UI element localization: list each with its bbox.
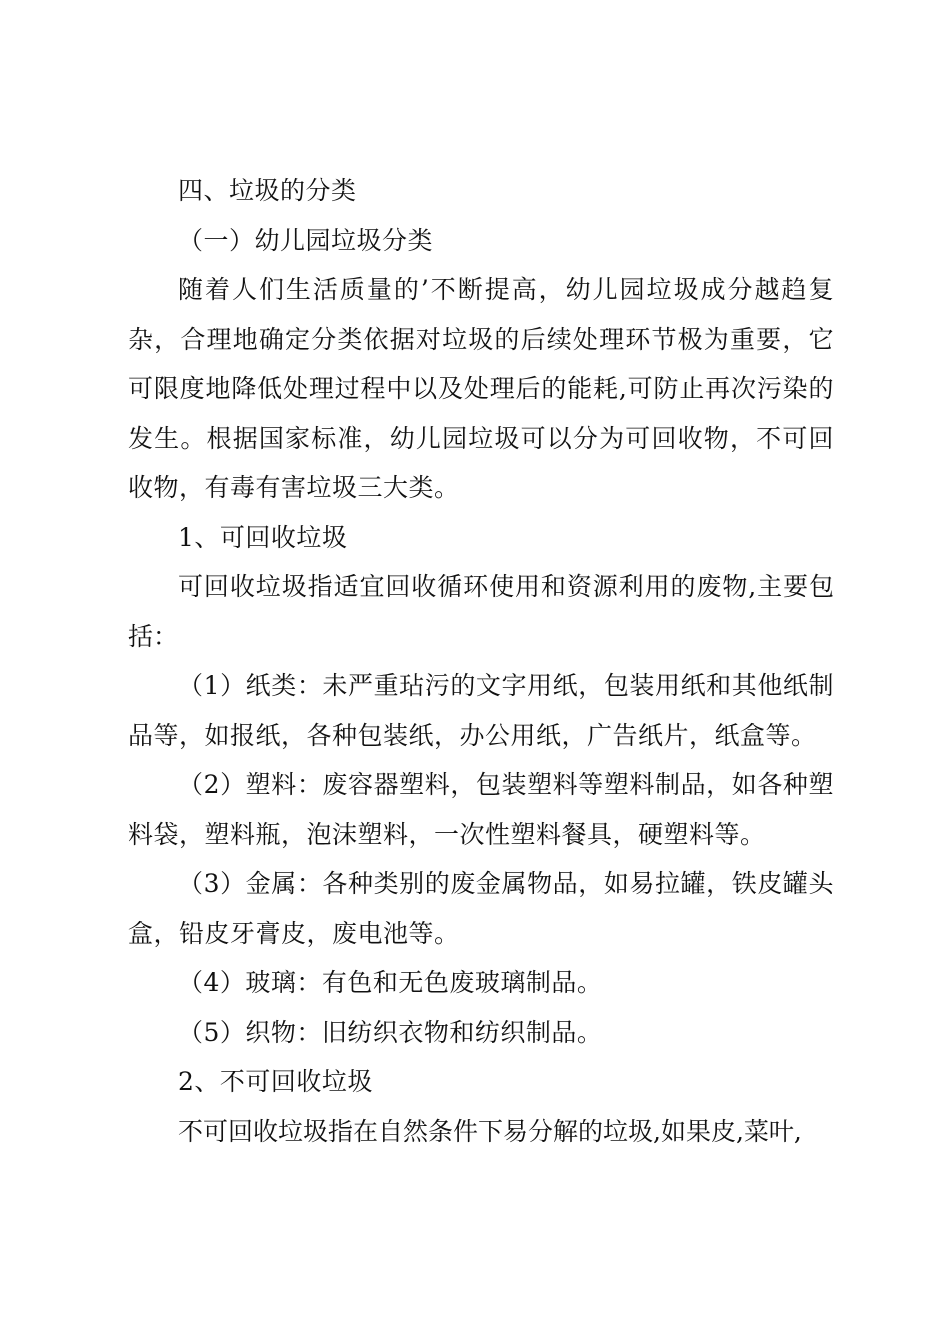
glass-item: （4）玻璃：有色和无色废玻璃制品。 — [178, 968, 603, 997]
metal-item: （3）金属：各种类别的废金属物品，如易拉罐，铁皮罐头盒，铅皮牙膏皮，废电池等。 — [128, 869, 834, 948]
section-heading: 四、垃圾的分类 — [178, 176, 357, 205]
plastic-item: （2）塑料：废容器塑料，包装塑料等塑料制品，如各种塑料袋，塑料瓶，泡沫塑料，一次性塑料餐具，硬塑料等。 — [128, 770, 834, 849]
intro-paragraph: 随着人们生活质量的’不断提高，幼儿园垃圾成分越趋复杂，合理地确定分类依据对垃圾的后续处理环节极为重要，它可限度地降低处理过程中以及处理后的能耗,可防止再次污染的发生。根据国家标准，幼儿园垃圾可以分为可回收物，不可回收物，有毒有害垃圾三大类。 — [128, 275, 834, 502]
paper-item: （1）纸类：未严重玷污的文字用纸，包装用纸和其他纸制品等，如报纸，各种包装纸，办公用纸，广告纸片，纸盒等。 — [128, 671, 834, 750]
recyclable-definition: 可回收垃圾指适宜回收循环使用和资源利用的废物,主要包括： — [128, 572, 834, 651]
non-recyclable-definition: 不可回收垃圾指在自然条件下易分解的垃圾,如果皮,菜叶, — [178, 1116, 802, 1146]
recyclable-heading: 1、可回收垃圾 — [178, 522, 348, 552]
document-body — [128, 166, 834, 1156]
textile-item: （5）织物：旧纺织衣物和纺织制品。 — [178, 1017, 603, 1047]
subsection-heading: （一）幼儿园垃圾分类 — [178, 225, 434, 255]
non-recyclable-heading: 2、不可回收垃圾 — [178, 1067, 373, 1096]
